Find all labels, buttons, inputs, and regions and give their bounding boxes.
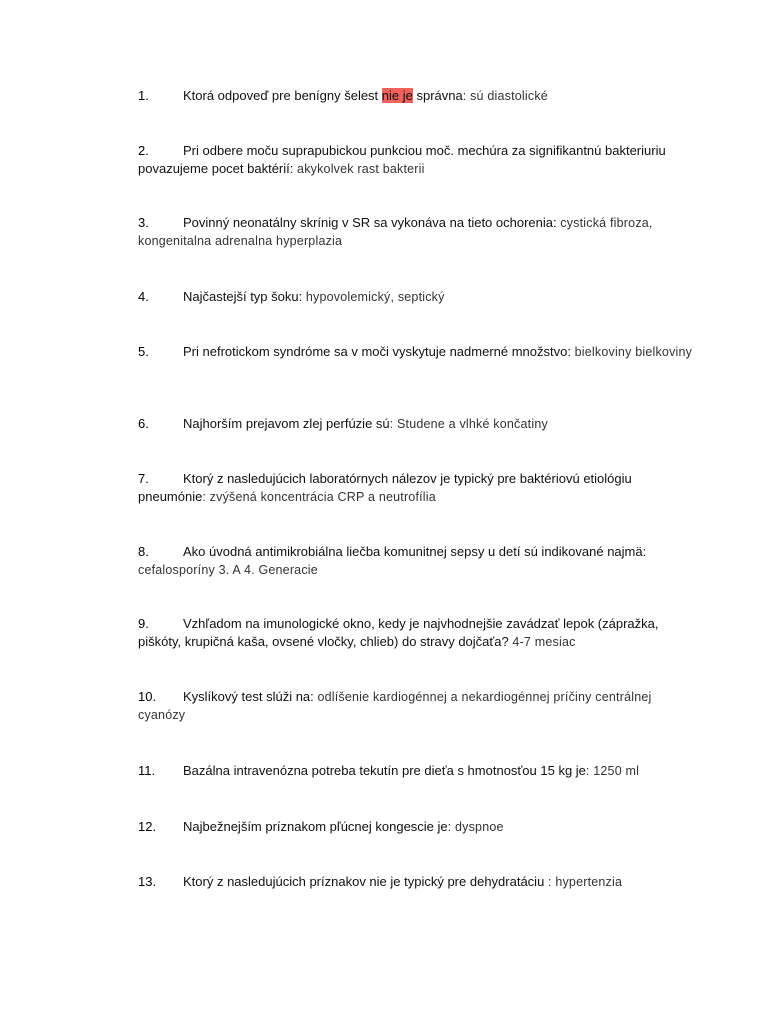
item-number: 9. (138, 616, 149, 631)
question-text: Ktorá odpoveď pre benígny šelest (183, 88, 382, 103)
item-number: 11. (138, 763, 156, 778)
highlighted-text: nie je (381, 88, 413, 103)
item-number: 7. (138, 471, 149, 486)
answer-text: : sú diastolické (462, 89, 548, 103)
item-number: 4. (138, 289, 149, 304)
list-item (138, 470, 698, 506)
answer-text: akykolvek rast bakterii (293, 162, 425, 176)
answer-text: : hypertenzia (544, 875, 623, 889)
list-item (138, 688, 698, 724)
list-item (138, 87, 698, 105)
list-item (138, 873, 698, 891)
answer-text: bielkoviny bielkoviny (570, 345, 693, 359)
item-number: 6. (138, 416, 149, 431)
question-text: Ako úvodná antimikrobiálna liečba komunitnej sepsy u detí sú indikované najmä: (183, 544, 647, 559)
question-text: Ktorý z nasledujúcich príznakov nie je typický pre dehydratáciu (183, 874, 545, 889)
question-text: Pri odbere moču suprapubickou punkciou moč. mechúra za signifikantnú bakteriuriu povazujeme pocet baktérií: (138, 143, 666, 176)
answer-text: odlíšenie kardiogénnej a nekardiogénnej príčiny centrálnej cyanózy (138, 690, 652, 722)
answer-text: : Studene a vlhké končatiny (389, 417, 548, 431)
question-text: Najčastejší typ šoku: (183, 289, 303, 304)
question-text: Bazálna intravenózna potreba tekutín pre dieťa s hmotnosťou 15 kg je (183, 763, 586, 778)
question-text: Povinný neonatálny skrínig v SR sa vykonáva na tieto ochorenia: (183, 215, 557, 230)
answer-text: hypovolemický, septický (302, 290, 445, 304)
item-number: 3. (138, 215, 149, 230)
item-number: 10. (138, 689, 157, 704)
question-text: Najbežnejším príznakom pľúcnej kongescie je (183, 819, 448, 834)
answer-text: : dyspnoe (447, 820, 504, 834)
item-number: 5. (138, 344, 149, 359)
item-number: 13. (138, 874, 157, 889)
list-item (138, 288, 698, 306)
list-item (138, 142, 698, 178)
question-text: Pri nefrotickom syndróme sa v moči vyskytuje nadmerné množstvo: (183, 344, 571, 359)
question-text: Vzhľadom na imunologické okno, kedy je najvhodnejšie zavádzať lepok (zápražka, piškóty, krupičná kaša, ovsené vločky, chlieb) do stravy dojčaťa? (138, 616, 659, 649)
list-item (138, 214, 698, 250)
list-item (138, 415, 698, 433)
list-item (138, 343, 698, 361)
question-text: Najhorším prejavom zlej perfúzie sú (183, 416, 390, 431)
list-item (138, 818, 698, 836)
list-item (138, 762, 698, 780)
answer-text: cefalosporíny 3. A 4. Generacie (138, 563, 318, 577)
item-number: 8. (138, 544, 149, 559)
item-number: 1. (138, 88, 149, 103)
list-item (138, 615, 698, 651)
answer-text: cystická fibroza, kongenitalna adrenalna hyperplazia (138, 216, 653, 248)
item-number: 2. (138, 143, 149, 158)
list-item (138, 543, 698, 579)
question-text: Kyslíkový test slúži na: (183, 689, 314, 704)
item-number: 12. (138, 819, 157, 834)
question-text: správna (412, 88, 463, 103)
answer-text: : zvýšená koncentrácia CRP a neutrofília (202, 490, 436, 504)
answer-text: 4-7 mesiac (508, 635, 576, 649)
question-text: Ktorý z nasledujúcich laboratórnych nálezov je typický pre baktériovú etiológiu pneumónie (138, 471, 632, 504)
answer-text: : 1250 ml (585, 764, 640, 778)
